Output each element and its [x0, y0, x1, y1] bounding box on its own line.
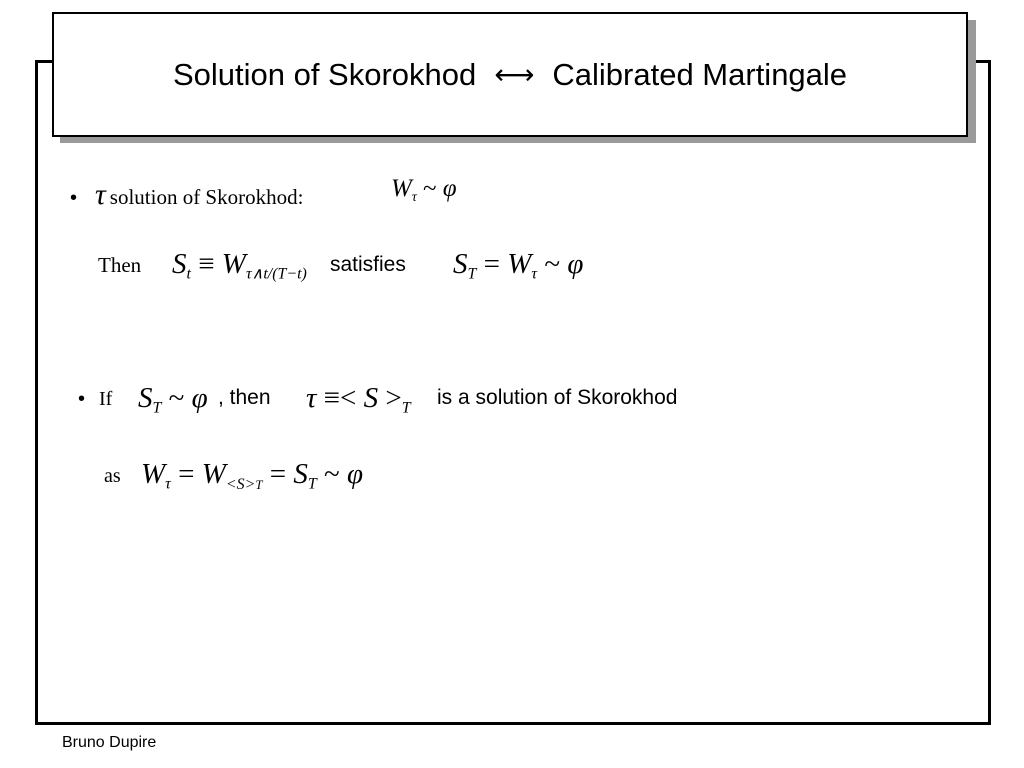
formula-as: $W_\tau = W_{<S>T} = S_T$ ~ φ [141, 458, 363, 493]
bullet-2 [78, 388, 112, 411]
bullet-1 [70, 178, 303, 212]
footer-author: Bruno Dupire [62, 734, 157, 751]
slide-title [52, 12, 968, 137]
title-left: Solution of Skorokhod [172, 56, 477, 92]
if-label: If [99, 388, 113, 410]
bullet-marker: • [70, 187, 78, 209]
bullet-1-formula: $W_\tau$ ~ φ [391, 175, 457, 204]
then-label: Then [98, 253, 142, 277]
formula-st-final: $S_T = W_\tau$ ~ φ [453, 248, 584, 283]
as-label: as [104, 465, 121, 487]
bullet-marker: • [78, 388, 86, 410]
title-right: Calibrated Martingale [552, 56, 848, 92]
bullet-2-text: is a solution of Skorokhod [437, 386, 678, 409]
formula-tau: $\tau \equiv< S >_T$ [306, 382, 411, 417]
formula-st: $S_t \equiv W_{\tau\wedge t/(T-t)}$ [172, 248, 307, 283]
bullet-1-text: solution of Skorokhod: [109, 185, 304, 209]
satisfies-label: satisfies [330, 253, 406, 276]
then-text: , then [218, 386, 271, 409]
double-arrow-icon: ⟷ [494, 58, 535, 91]
formula-cond: $S_T$ ~ φ [138, 382, 208, 417]
tau-symbol: τ [95, 178, 106, 211]
